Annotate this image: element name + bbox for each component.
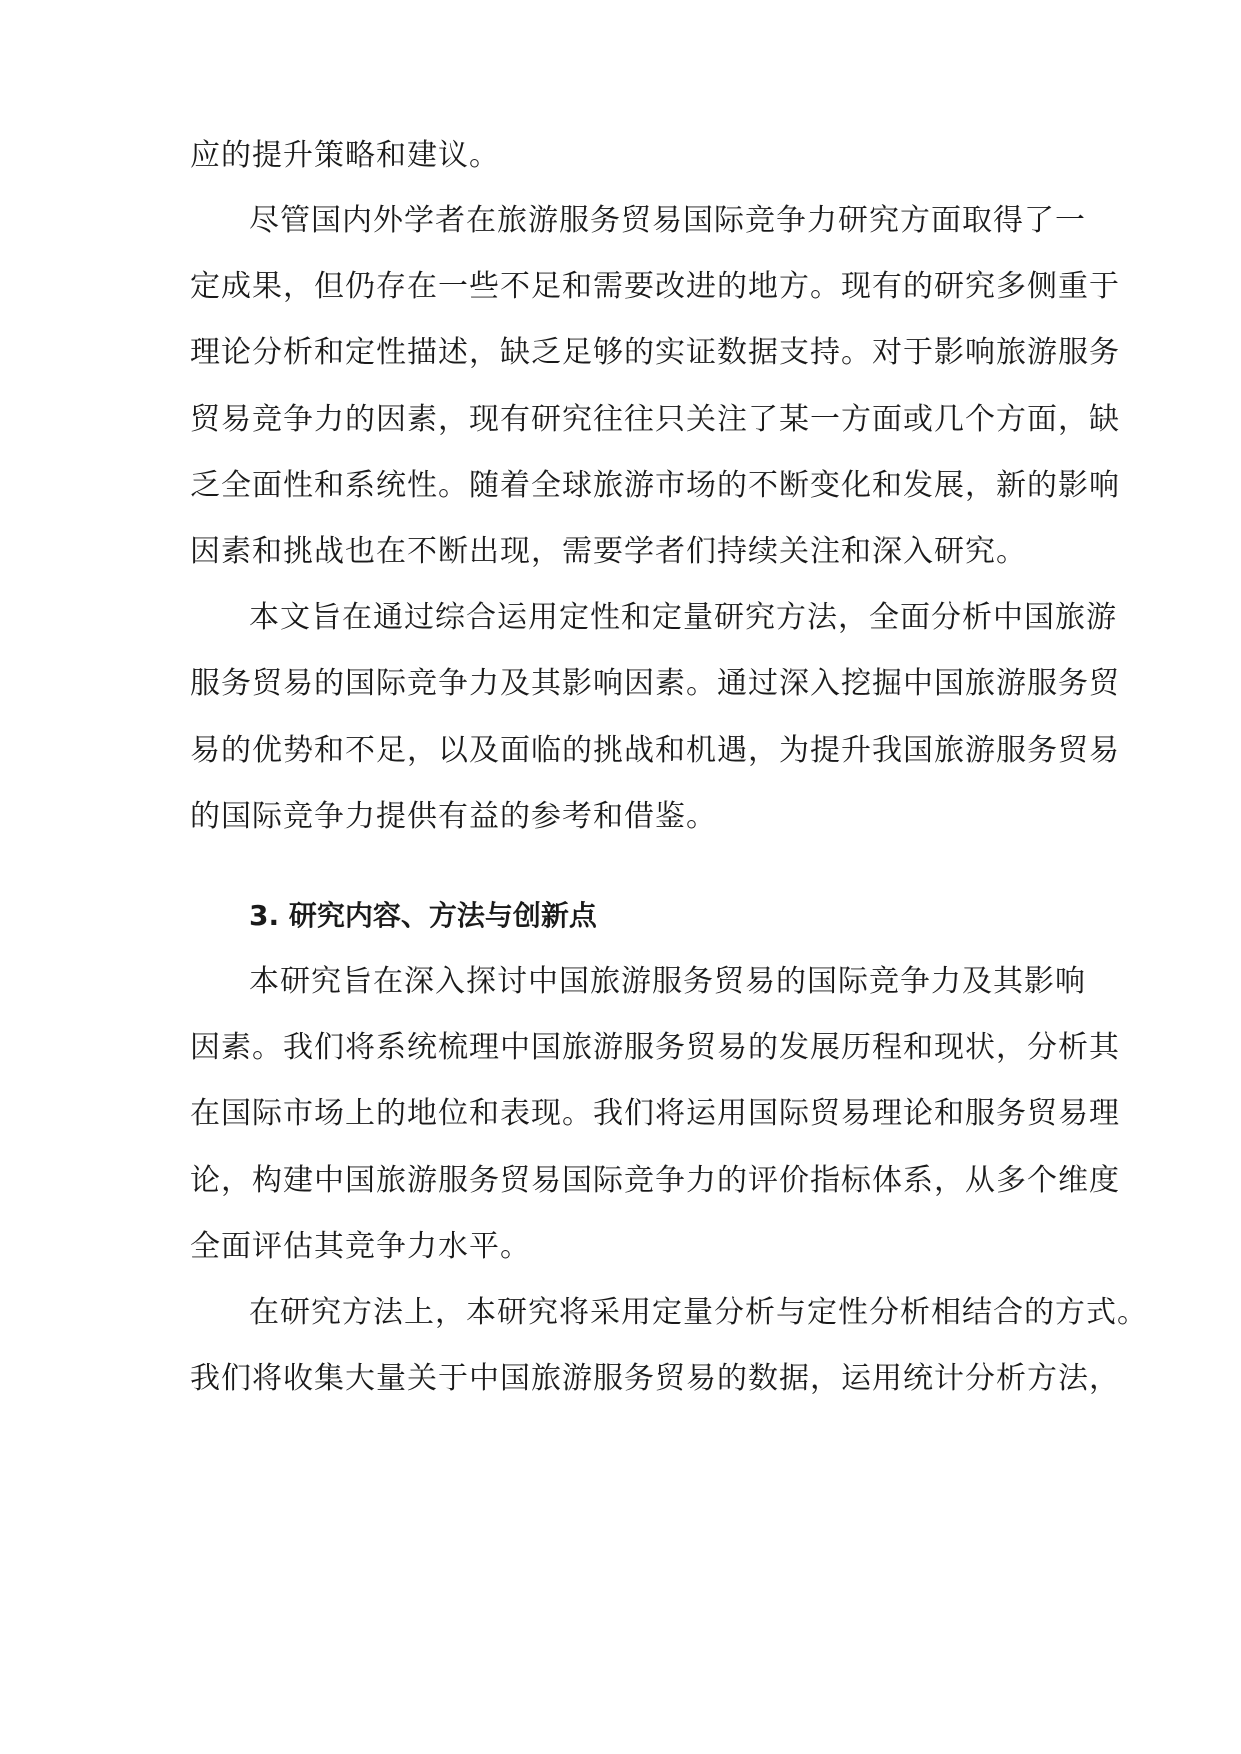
text-line: 我们将收集大量关于中国旅游服务贸易的数据，运用统计分析方法， <box>190 1361 1120 1396</box>
text-line: 定成果，但仍存在一些不足和需要改进的地方。现有的研究多侧重于 <box>190 269 1120 304</box>
text-line: 应的提升策略和建议。 <box>190 138 500 173</box>
text-line: 乏全面性和系统性。随着全球旅游市场的不断变化和发展，新的影响 <box>190 468 1120 503</box>
paragraph-first-line: 尽管国内外学者在旅游服务贸易国际竞争力研究方面取得了一 <box>249 203 1086 238</box>
text-line: 因素。我们将系统梳理中国旅游服务贸易的发展历程和现状，分析其 <box>190 1030 1120 1065</box>
text-line: 论，构建中国旅游服务贸易国际竞争力的评价指标体系，从多个维度 <box>190 1163 1120 1198</box>
section-heading: 3. 研究内容、方法与创新点 <box>249 899 597 932</box>
paragraph-first-line: 在研究方法上，本研究将采用定量分析与定性分析相结合的方式。 <box>249 1295 1148 1330</box>
text-line: 贸易竞争力的因素，现有研究往往只关注了某一方面或几个方面，缺 <box>190 402 1120 437</box>
text-line: 易的优势和不足，以及面临的挑战和机遇，为提升我国旅游服务贸易 <box>190 733 1120 768</box>
text-line: 理论分析和定性描述，缺乏足够的实证数据支持。对于影响旅游服务 <box>190 335 1120 370</box>
text-line: 在国际市场上的地位和表现。我们将运用国际贸易理论和服务贸易理 <box>190 1096 1120 1131</box>
paragraph-first-line: 本文旨在通过综合运用定性和定量研究方法，全面分析中国旅游 <box>249 600 1117 635</box>
text-line: 全面评估其竞争力水平。 <box>190 1229 531 1264</box>
text-line: 因素和挑战也在不断出现，需要学者们持续关注和深入研究。 <box>190 534 1027 569</box>
text-line: 的国际竞争力提供有益的参考和借鉴。 <box>190 799 717 834</box>
paragraph-first-line: 本研究旨在深入探讨中国旅游服务贸易的国际竞争力及其影响 <box>249 964 1086 999</box>
text-line: 服务贸易的国际竞争力及其影响因素。通过深入挖掘中国旅游服务贸 <box>190 666 1120 701</box>
